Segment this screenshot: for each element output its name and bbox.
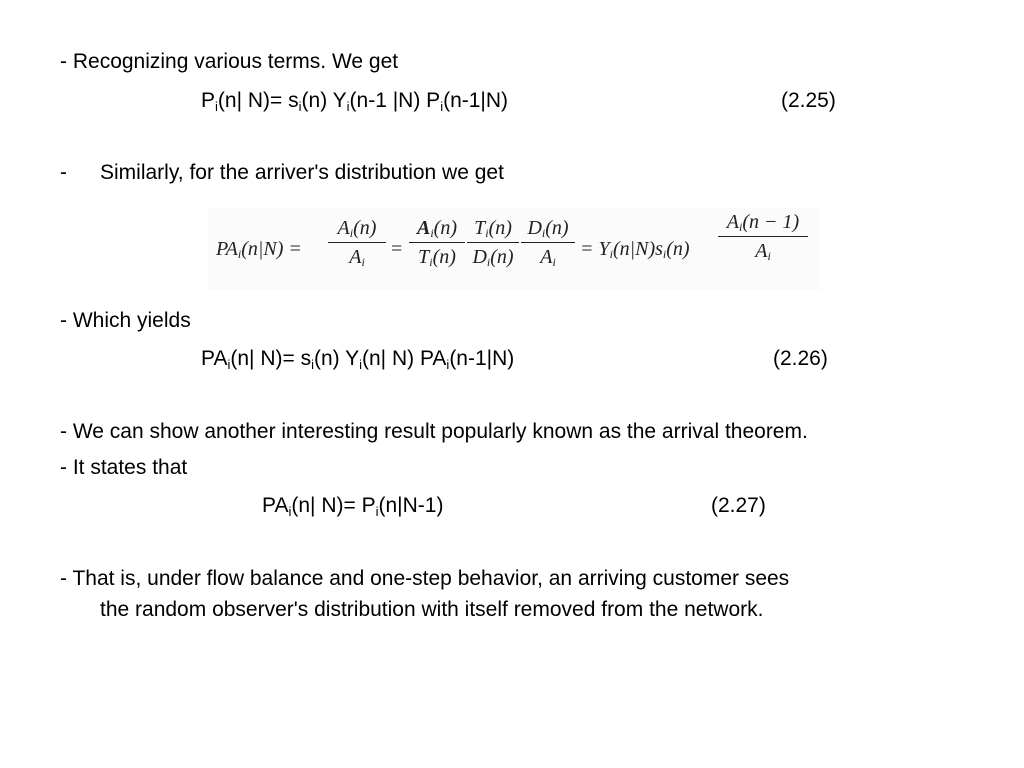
math-subscript: i	[237, 247, 242, 261]
fraction-bar	[409, 242, 465, 243]
math-subscript: i	[609, 247, 613, 261]
math-text: A	[755, 240, 768, 262]
math-subscript: i	[739, 220, 743, 234]
math-text: A	[540, 246, 553, 268]
math-text: D	[472, 246, 487, 268]
eq-text: (n-1|N)	[449, 347, 515, 370]
math-text: D	[527, 217, 542, 239]
equation-2-25	[201, 88, 508, 114]
eq-text: (n| N)= s	[217, 89, 299, 112]
eq-subscript: i	[346, 99, 350, 114]
fraction-5	[718, 210, 808, 263]
math-equation-image	[208, 208, 820, 290]
math-text: T	[474, 217, 486, 239]
math-subscript: i	[662, 247, 667, 261]
eq-subscript: i	[298, 99, 302, 114]
bullet-text: Similarly, for the arriver's distribution we get	[100, 161, 504, 184]
bullet-it-states: - It states that	[60, 456, 188, 479]
eq-subscript: i	[227, 357, 231, 372]
math-text: (n)	[488, 217, 512, 239]
eq-subscript: i	[375, 504, 379, 519]
bullet-arrival-theorem: - We can show another interesting result popularly known as the arrival theorem.	[60, 420, 808, 443]
bullet-dash: -	[60, 161, 67, 184]
equation-2-26	[201, 346, 514, 372]
math-text: (n|N)s	[612, 238, 663, 260]
math-subscript: i	[349, 226, 354, 240]
math-subscript: i	[767, 249, 771, 263]
math-text: = Y	[580, 238, 610, 260]
bullet-dash: -	[60, 50, 67, 73]
math-text: T	[418, 246, 430, 268]
math-text: PA	[216, 238, 238, 260]
eq-text: (n) Y	[313, 347, 360, 370]
eq-subscript: i	[311, 357, 314, 372]
fraction-4	[521, 216, 575, 269]
equation-number-2-27: (2.27)	[711, 494, 766, 517]
eq-text: (n| N)= s	[230, 347, 312, 370]
math-subscript: i	[361, 255, 365, 269]
eq-text: P	[201, 89, 216, 112]
bullet-text: Recognizing various terms. We get	[72, 50, 399, 73]
eq-text: PA	[201, 347, 228, 370]
math-text: (n)	[353, 217, 377, 239]
math-text: (n)	[490, 246, 514, 268]
eq-text: (n-1|N)	[443, 89, 509, 112]
eq-subscript: i	[215, 99, 218, 114]
eq-subscript: i	[446, 357, 450, 372]
eq-subscript: i	[359, 357, 362, 372]
fraction-bar	[718, 236, 808, 237]
fraction-bar	[467, 242, 519, 243]
eq-text: (n|N-1)	[378, 494, 444, 517]
math-text: A	[726, 211, 740, 233]
bullet-recognizing	[60, 49, 398, 75]
bullet-that-is: - That is, under flow balance and one-step behavior, an arriving customer sees	[60, 567, 790, 590]
math-subscript: i	[430, 226, 434, 240]
bullet-which-yields: - Which yields	[60, 309, 191, 332]
equation-number-2-25: (2.25)	[781, 89, 836, 112]
math-subscript: i	[552, 255, 556, 269]
math-text: (n|N) =	[241, 238, 302, 260]
math-text: A	[337, 217, 350, 239]
equation-2-27	[262, 493, 443, 519]
fraction-2	[409, 216, 465, 269]
math-text: A	[349, 246, 362, 268]
eq-text: (n) Y	[301, 89, 347, 112]
fraction-bar	[521, 242, 575, 243]
eq-text: (n-1 |N) P	[349, 89, 441, 112]
math-subscript: i	[541, 226, 546, 240]
math-text: (n)	[545, 217, 569, 239]
bullet-that-is-continued: the random observer's distribution with itself removed from the network.	[100, 598, 764, 621]
math-text: A	[416, 217, 431, 239]
math-text: (n)	[432, 246, 456, 268]
math-rhs	[580, 238, 690, 261]
math-text: (n)	[666, 238, 690, 260]
eq-subscript: i	[288, 504, 292, 519]
math-lhs	[216, 238, 302, 261]
eq-text: (n| N)= P	[291, 494, 376, 517]
math-subscript: i	[429, 255, 433, 269]
math-subscript: i	[486, 255, 491, 269]
math-text: (n − 1)	[742, 211, 800, 233]
fraction-bar	[328, 242, 386, 243]
equation-number-2-26: (2.26)	[773, 347, 828, 370]
eq-text: PA	[262, 494, 289, 517]
fraction-3	[467, 216, 519, 269]
math-equals: =	[391, 238, 403, 260]
eq-subscript: i	[440, 99, 444, 114]
eq-text: (n| N) PA	[362, 347, 447, 370]
fraction-1	[328, 216, 386, 269]
math-text: (n)	[433, 217, 457, 239]
bullet-similarly	[60, 160, 504, 186]
math-subscript: i	[485, 226, 489, 240]
